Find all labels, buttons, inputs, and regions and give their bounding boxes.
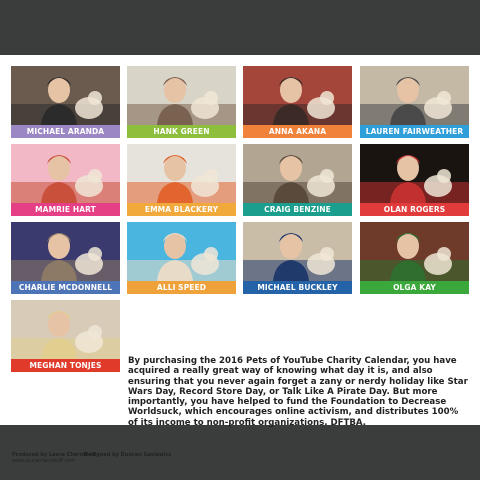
- description-text: By purchasing the 2016 Pets of YouTube Charity Calendar, you have acquired a really great way of knowing what day it is, and also ensuring that you never again forget a zany or nerdy holiday like Star Wars Day, Record Store Day, or Talk Like A Pirate Day. But more importantly, you have helped to fund the Foundation to Decrease Worldsuck, which encourages online activism, and distributes 100% of its income to non-profit organizations. DFTBA.: [128, 356, 468, 428]
- creator-card: [243, 66, 352, 138]
- calendar-page: [0, 55, 480, 464]
- producer-line: Produced by Laura Chernikoff: [12, 452, 96, 458]
- creator-card: [243, 222, 352, 294]
- creator-card: [11, 222, 120, 294]
- creator-card: [243, 144, 352, 216]
- creator-photo: [127, 144, 236, 203]
- creator-photo: [243, 222, 352, 281]
- designer-line: Designed by Duncan Gasiewicz: [84, 452, 172, 458]
- creator-photo: [243, 66, 352, 125]
- creator-photo: [11, 66, 120, 125]
- creator-card: [127, 222, 236, 294]
- creator-card: [11, 144, 120, 216]
- creator-name-label: EMMA BLACKERY: [127, 203, 236, 216]
- creator-card: [127, 144, 236, 216]
- designer-credit: [84, 452, 171, 458]
- creator-photo: [360, 66, 469, 125]
- creator-name-label: MEGHAN TONJES: [11, 359, 120, 372]
- producer-website: www.laurachernikoff.com: [12, 458, 76, 464]
- creator-card: [127, 66, 236, 138]
- creator-photo: [127, 222, 236, 281]
- creator-name-label: LAUREN FAIRWEATHER: [360, 125, 469, 138]
- creator-name-label: MICHAEL BUCKLEY: [243, 281, 352, 294]
- creator-photo: [11, 300, 120, 359]
- creator-name-label: OLAN ROGERS: [360, 203, 469, 216]
- creator-card: [11, 300, 120, 372]
- creator-name-label: CRAIG BENZINE: [243, 203, 352, 216]
- creator-card: [360, 66, 469, 138]
- creator-card: [11, 66, 120, 138]
- creator-photo: [127, 66, 236, 125]
- creator-name-label: HANK GREEN: [127, 125, 236, 138]
- creator-photo: [243, 144, 352, 203]
- creator-photo: [360, 144, 469, 203]
- creator-photo: [11, 144, 120, 203]
- creator-name-label: MICHAEL ARANDA: [11, 125, 120, 138]
- creator-card: [360, 144, 469, 216]
- creator-photo: [11, 222, 120, 281]
- creator-name-label: CHARLIE MCDONNELL: [11, 281, 120, 294]
- creator-card: [360, 222, 469, 294]
- creator-name-label: OLGA KAY: [360, 281, 469, 294]
- creator-name-label: MAMRIE HART: [11, 203, 120, 216]
- creator-photo: [360, 222, 469, 281]
- creator-name-label: ALLI SPEED: [127, 281, 236, 294]
- creator-name-label: ANNA AKANA: [243, 125, 352, 138]
